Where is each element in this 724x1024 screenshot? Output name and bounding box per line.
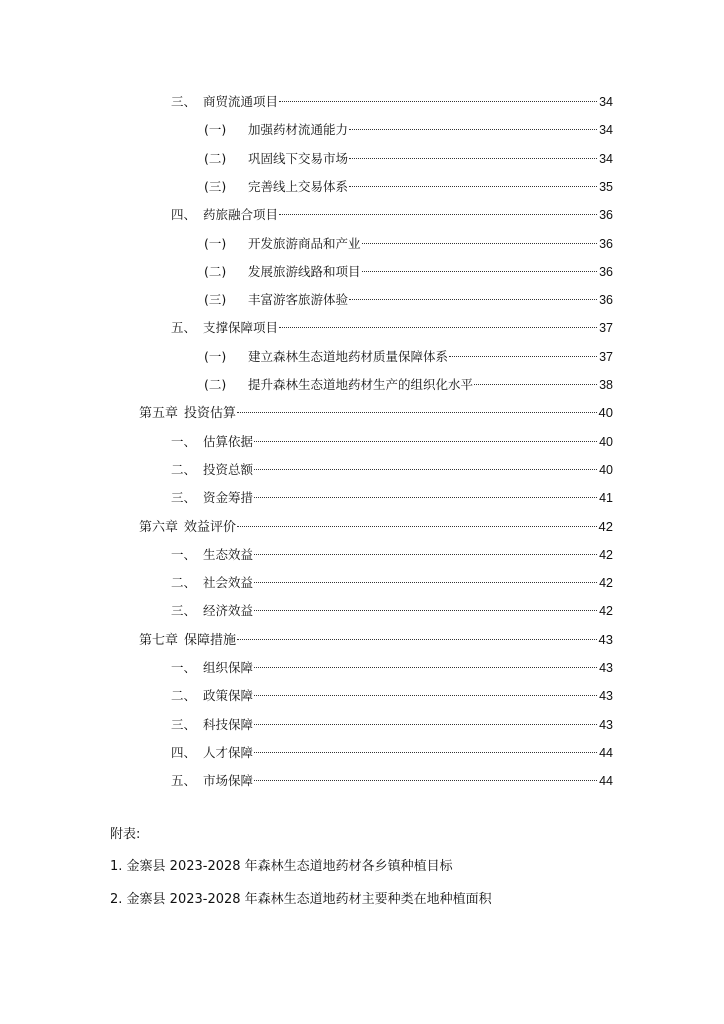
toc-dot-leader — [254, 752, 597, 753]
toc-entry-number: 三、 — [171, 603, 197, 619]
toc-entry-page: 43 — [598, 631, 613, 647]
toc-entry-number: 三、 — [171, 716, 197, 732]
toc-entry-number: 二、 — [171, 575, 197, 591]
toc-entry-number: (一) — [204, 235, 227, 251]
toc-dot-leader — [254, 695, 597, 696]
toc-entry-page: 36 — [599, 264, 613, 279]
toc-dot-leader — [254, 780, 597, 781]
toc-entry[interactable] — [171, 487, 613, 509]
toc-entry-page: 42 — [598, 518, 613, 534]
toc-entry-page: 43 — [599, 661, 613, 675]
toc-entry-number: (一) — [204, 122, 227, 138]
toc-entry-title: 人才保障 — [203, 744, 254, 760]
toc-entry-title: 建立森林生态道地药材质量保障体系 — [248, 348, 449, 364]
toc-dot-leader — [254, 554, 597, 555]
toc-entry-page: 35 — [599, 179, 613, 194]
toc-entry-number: 第五章 — [139, 406, 179, 422]
toc-entry-number: (三) — [204, 178, 227, 194]
toc-entry-page: 42 — [599, 547, 613, 562]
toc-dot-leader — [362, 271, 598, 272]
toc-dot-leader — [254, 582, 597, 583]
toc-entry-title: 加强药材流通能力 — [248, 122, 349, 138]
toc-entry-title: 投资总额 — [203, 461, 254, 477]
toc-entry-title: 政策保障 — [203, 688, 254, 704]
toc-entry-page: 37 — [599, 349, 613, 364]
toc-dot-leader — [279, 214, 597, 215]
toc-dot-leader — [254, 441, 597, 442]
toc-entry[interactable] — [204, 148, 613, 170]
toc-entry-title: 投资估算 — [184, 406, 237, 422]
toc-entry-page: 34 — [599, 123, 613, 138]
toc-entry-page: 34 — [599, 151, 613, 166]
toc-entry[interactable] — [171, 459, 613, 481]
toc-entry-number: 三、 — [171, 490, 197, 506]
toc-entry-title: 药旅融合项目 — [203, 207, 279, 223]
toc-entry[interactable] — [139, 402, 613, 424]
toc-entry-number: 一、 — [171, 546, 197, 562]
toc-entry[interactable] — [204, 233, 613, 255]
toc-entry-page: 43 — [599, 717, 613, 732]
toc-dot-leader — [237, 639, 597, 640]
toc-entry-page: 40 — [599, 434, 613, 449]
toc-entry[interactable] — [204, 374, 613, 396]
toc-entry[interactable] — [139, 629, 613, 651]
toc-dot-leader — [237, 526, 597, 527]
toc-entry-page: 40 — [598, 405, 613, 421]
toc-entry-title: 商贸流通项目 — [203, 94, 279, 109]
toc-dot-leader — [349, 186, 597, 187]
toc-entry-number: (三) — [204, 292, 227, 308]
toc-dot-leader — [254, 497, 597, 498]
toc-entry-number: 五、 — [171, 320, 197, 336]
toc-entry-number: 二、 — [171, 688, 197, 704]
toc-entry-title: 组织保障 — [203, 660, 254, 675]
toc-entry[interactable] — [204, 119, 613, 141]
toc-dot-leader — [349, 299, 597, 300]
toc-entry[interactable] — [171, 572, 613, 594]
toc-entry-page: 44 — [599, 745, 613, 760]
toc-entry[interactable] — [204, 176, 613, 198]
toc-entry-title: 提升森林生态道地药材生产的组织化水平 — [248, 377, 474, 392]
toc-entry-page: 42 — [599, 604, 613, 619]
toc-entry[interactable] — [171, 770, 613, 792]
toc-entry[interactable] — [204, 261, 613, 283]
appendix-label: 附表: — [110, 827, 141, 842]
appendix-item-1: 1. 金寨县 2023-2028 年森林生态道地药材各乡镇种植目标 — [110, 859, 453, 874]
toc-entry[interactable] — [204, 346, 613, 368]
toc-entry[interactable] — [171, 91, 613, 113]
toc-entry[interactable] — [204, 289, 613, 311]
toc-entry-title: 资金筹措 — [203, 490, 254, 506]
toc-entry-page: 42 — [599, 576, 613, 591]
toc-dot-leader — [349, 158, 597, 159]
toc-entry-page: 44 — [599, 774, 613, 789]
toc-entry[interactable] — [139, 516, 613, 538]
toc-entry-title: 生态效益 — [203, 546, 254, 562]
toc-dot-leader — [254, 469, 597, 470]
toc-entry-number: (一) — [204, 348, 227, 364]
toc-entry-number: 二、 — [171, 461, 197, 477]
toc-entry-number: 四、 — [171, 207, 197, 223]
toc-entry-title: 完善线上交易体系 — [248, 178, 349, 194]
toc-entry-number: (二) — [204, 377, 227, 392]
toc-entry-page: 36 — [599, 208, 613, 223]
toc-entry-number: 五、 — [171, 773, 197, 789]
toc-entry-number: 三、 — [171, 94, 197, 109]
toc-entry-number: 第六章 — [139, 519, 179, 535]
toc-entry-page: 40 — [599, 462, 613, 477]
toc-dot-leader — [279, 101, 597, 102]
toc-entry-title: 开发旅游商品和产业 — [248, 235, 361, 251]
toc-entry-title: 发展旅游线路和项目 — [248, 263, 361, 279]
toc-entry-page: 36 — [599, 293, 613, 308]
toc-dot-leader — [254, 724, 597, 725]
toc-entry-number: (二) — [204, 263, 227, 279]
toc-entry[interactable] — [171, 600, 613, 622]
toc-entry-page: 34 — [599, 95, 613, 109]
toc-entry-title: 经济效益 — [203, 603, 254, 619]
toc-dot-leader — [237, 412, 597, 413]
toc-entry-number: 四、 — [171, 744, 197, 760]
toc-entry-title: 效益评价 — [184, 519, 237, 535]
toc-entry-number: 第七章 — [139, 632, 179, 648]
toc-entry-page: 41 — [599, 491, 613, 506]
toc-entry[interactable] — [171, 317, 613, 339]
toc-entry[interactable] — [171, 714, 613, 736]
toc-dot-leader — [349, 129, 597, 130]
toc-entry[interactable] — [171, 657, 613, 679]
toc-entry-title: 丰富游客旅游体验 — [248, 292, 349, 308]
toc-entry-title: 估算依据 — [203, 433, 254, 449]
toc-entry-number: (二) — [204, 150, 227, 166]
toc-entry[interactable] — [171, 742, 613, 764]
toc-entry-title: 社会效益 — [203, 575, 254, 591]
toc-entry-title: 保障措施 — [184, 632, 237, 648]
toc-entry-page: 38 — [599, 378, 613, 392]
toc-entry-page: 37 — [599, 321, 613, 336]
toc-dot-leader — [474, 384, 597, 385]
toc-entry-title: 支撑保障项目 — [203, 320, 279, 336]
toc-entry-number: 一、 — [171, 433, 197, 449]
toc-entry[interactable] — [171, 204, 613, 226]
toc-entry-page: 43 — [599, 689, 613, 704]
toc-entry[interactable] — [171, 431, 613, 453]
toc-dot-leader — [362, 243, 598, 244]
appendix-item-2: 2. 金寨县 2023-2028 年森林生态道地药材主要种类在地种植面积 — [110, 892, 492, 907]
toc-entry[interactable] — [171, 685, 613, 707]
toc-dot-leader — [279, 327, 597, 328]
toc-dot-leader — [449, 356, 597, 357]
toc-entry-title: 巩固线下交易市场 — [248, 150, 349, 166]
toc-entry-title: 科技保障 — [203, 716, 254, 732]
toc-dot-leader — [254, 667, 597, 668]
toc-entry-page: 36 — [599, 236, 613, 251]
toc-entry-title: 市场保障 — [203, 773, 254, 789]
toc-entry-number: 一、 — [171, 660, 197, 675]
toc-dot-leader — [254, 610, 597, 611]
toc-entry[interactable] — [171, 544, 613, 566]
